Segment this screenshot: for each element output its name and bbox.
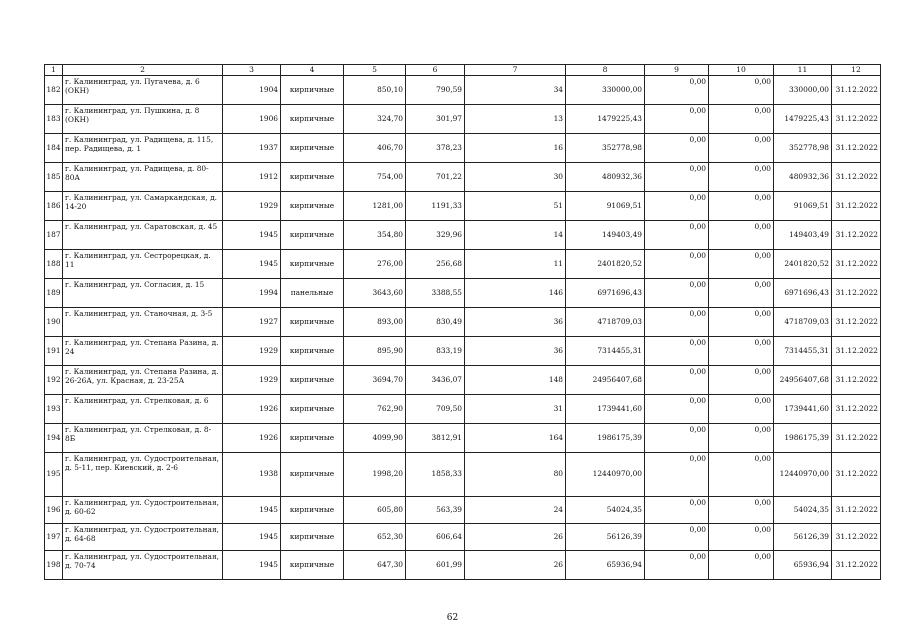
living-area-cell: 833,19 bbox=[406, 337, 465, 366]
amount-cell: 0,00 bbox=[645, 395, 709, 424]
address-cell: г. Калининград, ул. Судостроительная, д. 64-68 bbox=[63, 524, 223, 551]
total-area-cell: 3694,70 bbox=[344, 366, 406, 395]
amount-cell: 0,00 bbox=[645, 192, 709, 221]
deadline-date-cell: 31.12.2022 bbox=[832, 76, 881, 105]
row-number-cell: 186 bbox=[45, 192, 63, 221]
year-cell: 1937 bbox=[223, 134, 281, 163]
living-area-cell: 790,59 bbox=[406, 76, 465, 105]
cost-cell: 352778,98 bbox=[566, 134, 645, 163]
table-row bbox=[45, 308, 881, 337]
year-cell: 1926 bbox=[223, 395, 281, 424]
row-number-cell: 184 bbox=[45, 134, 63, 163]
amount-cell: 0,00 bbox=[709, 192, 774, 221]
wall-material-cell: кирпичные bbox=[281, 250, 344, 279]
row-number-cell: 183 bbox=[45, 105, 63, 134]
total-area-cell: 276,00 bbox=[344, 250, 406, 279]
total-amount-cell: 54024,35 bbox=[774, 497, 832, 524]
table-row bbox=[45, 105, 881, 134]
living-area-cell: 563,39 bbox=[406, 497, 465, 524]
row-number-cell: 182 bbox=[45, 76, 63, 105]
wall-material-cell: кирпичные bbox=[281, 497, 344, 524]
table-row bbox=[45, 337, 881, 366]
year-cell: 1945 bbox=[223, 250, 281, 279]
address-cell: г. Калининград, ул. Степана Разина, д. 24 bbox=[63, 337, 223, 366]
housing-table bbox=[44, 64, 881, 580]
wall-material-cell: кирпичные bbox=[281, 424, 344, 453]
total-area-cell: 605,80 bbox=[344, 497, 406, 524]
amount-cell: 0,00 bbox=[709, 221, 774, 250]
amount-cell: 0,00 bbox=[709, 366, 774, 395]
cost-cell: 7314455,31 bbox=[566, 337, 645, 366]
cost-cell: 1739441,60 bbox=[566, 395, 645, 424]
year-cell: 1929 bbox=[223, 192, 281, 221]
residents-cell: 80 bbox=[465, 453, 566, 497]
column-header: 6 bbox=[406, 65, 465, 76]
cost-cell: 54024,35 bbox=[566, 497, 645, 524]
wall-material-cell: кирпичные bbox=[281, 76, 344, 105]
year-cell: 1945 bbox=[223, 551, 281, 580]
residents-cell: 16 bbox=[465, 134, 566, 163]
living-area-cell: 1858,33 bbox=[406, 453, 465, 497]
total-area-cell: 406,70 bbox=[344, 134, 406, 163]
row-number-cell: 191 bbox=[45, 337, 63, 366]
total-area-cell: 893,00 bbox=[344, 308, 406, 337]
amount-cell: 0,00 bbox=[709, 424, 774, 453]
table-row bbox=[45, 453, 881, 497]
total-amount-cell: 1739441,60 bbox=[774, 395, 832, 424]
column-header: 10 bbox=[709, 65, 774, 76]
living-area-cell: 606,64 bbox=[406, 524, 465, 551]
address-cell: г. Калининград, ул. Согласия, д. 15 bbox=[63, 279, 223, 308]
year-cell: 1929 bbox=[223, 366, 281, 395]
year-cell: 1906 bbox=[223, 105, 281, 134]
address-cell: г. Калининград, ул. Пушкина, д. 8 (ОКН) bbox=[63, 105, 223, 134]
column-header: 12 bbox=[832, 65, 881, 76]
table-row bbox=[45, 192, 881, 221]
document-sheet bbox=[44, 64, 881, 580]
amount-cell: 0,00 bbox=[709, 337, 774, 366]
amount-cell: 0,00 bbox=[645, 524, 709, 551]
amount-cell: 0,00 bbox=[645, 366, 709, 395]
column-header: 3 bbox=[223, 65, 281, 76]
residents-cell: 13 bbox=[465, 105, 566, 134]
amount-cell: 0,00 bbox=[709, 279, 774, 308]
residents-cell: 14 bbox=[465, 221, 566, 250]
row-number-cell: 196 bbox=[45, 497, 63, 524]
column-header: 11 bbox=[774, 65, 832, 76]
cost-cell: 65936,94 bbox=[566, 551, 645, 580]
amount-cell: 0,00 bbox=[709, 395, 774, 424]
cost-cell: 1986175,39 bbox=[566, 424, 645, 453]
amount-cell: 0,00 bbox=[645, 163, 709, 192]
amount-cell: 0,00 bbox=[645, 337, 709, 366]
column-header: 9 bbox=[645, 65, 709, 76]
total-area-cell: 754,00 bbox=[344, 163, 406, 192]
total-area-cell: 324,70 bbox=[344, 105, 406, 134]
total-amount-cell: 480932,36 bbox=[774, 163, 832, 192]
wall-material-cell: кирпичные bbox=[281, 453, 344, 497]
total-amount-cell: 1479225,43 bbox=[774, 105, 832, 134]
total-amount-cell: 7314455,31 bbox=[774, 337, 832, 366]
address-cell: г. Калининград, ул. Саратовская, д. 45 bbox=[63, 221, 223, 250]
residents-cell: 146 bbox=[465, 279, 566, 308]
year-cell: 1938 bbox=[223, 453, 281, 497]
column-header: 7 bbox=[465, 65, 566, 76]
wall-material-cell: кирпичные bbox=[281, 134, 344, 163]
cost-cell: 2401820,52 bbox=[566, 250, 645, 279]
cost-cell: 56126,39 bbox=[566, 524, 645, 551]
amount-cell: 0,00 bbox=[709, 308, 774, 337]
deadline-date-cell: 31.12.2022 bbox=[832, 221, 881, 250]
year-cell: 1929 bbox=[223, 337, 281, 366]
residents-cell: 164 bbox=[465, 424, 566, 453]
total-amount-cell: 4718709,03 bbox=[774, 308, 832, 337]
year-cell: 1945 bbox=[223, 497, 281, 524]
amount-cell: 0,00 bbox=[709, 524, 774, 551]
deadline-date-cell: 31.12.2022 bbox=[832, 424, 881, 453]
residents-cell: 148 bbox=[465, 366, 566, 395]
year-cell: 1994 bbox=[223, 279, 281, 308]
year-cell: 1904 bbox=[223, 76, 281, 105]
living-area-cell: 256,68 bbox=[406, 250, 465, 279]
amount-cell: 0,00 bbox=[709, 453, 774, 497]
row-number-cell: 188 bbox=[45, 250, 63, 279]
amount-cell: 0,00 bbox=[645, 551, 709, 580]
table-row bbox=[45, 497, 881, 524]
year-cell: 1912 bbox=[223, 163, 281, 192]
total-area-cell: 850,10 bbox=[344, 76, 406, 105]
column-header: 1 bbox=[45, 65, 63, 76]
living-area-cell: 301,97 bbox=[406, 105, 465, 134]
row-number-cell: 189 bbox=[45, 279, 63, 308]
amount-cell: 0,00 bbox=[645, 76, 709, 105]
wall-material-cell: кирпичные bbox=[281, 395, 344, 424]
amount-cell: 0,00 bbox=[645, 134, 709, 163]
living-area-cell: 830,49 bbox=[406, 308, 465, 337]
amount-cell: 0,00 bbox=[709, 105, 774, 134]
cost-cell: 6971696,43 bbox=[566, 279, 645, 308]
column-header: 5 bbox=[344, 65, 406, 76]
row-number-cell: 193 bbox=[45, 395, 63, 424]
residents-cell: 26 bbox=[465, 551, 566, 580]
table-row bbox=[45, 279, 881, 308]
total-amount-cell: 6971696,43 bbox=[774, 279, 832, 308]
residents-cell: 51 bbox=[465, 192, 566, 221]
address-cell: г. Калининград, ул. Степана Разина, д. 26-26А, ул. Красная, д. 23-25А bbox=[63, 366, 223, 395]
amount-cell: 0,00 bbox=[645, 424, 709, 453]
amount-cell: 0,00 bbox=[645, 279, 709, 308]
total-area-cell: 652,30 bbox=[344, 524, 406, 551]
row-number-cell: 195 bbox=[45, 453, 63, 497]
row-number-cell: 194 bbox=[45, 424, 63, 453]
wall-material-cell: кирпичные bbox=[281, 337, 344, 366]
table-row bbox=[45, 134, 881, 163]
residents-cell: 11 bbox=[465, 250, 566, 279]
total-area-cell: 1998,20 bbox=[344, 453, 406, 497]
row-number-cell: 187 bbox=[45, 221, 63, 250]
address-cell: г. Калининград, ул. Самаркандская, д. 14-20 bbox=[63, 192, 223, 221]
living-area-cell: 329,96 bbox=[406, 221, 465, 250]
deadline-date-cell: 31.12.2022 bbox=[832, 105, 881, 134]
total-area-cell: 647,30 bbox=[344, 551, 406, 580]
cost-cell: 330000,00 bbox=[566, 76, 645, 105]
row-number-cell: 190 bbox=[45, 308, 63, 337]
table-row bbox=[45, 221, 881, 250]
total-amount-cell: 12440970,00 bbox=[774, 453, 832, 497]
living-area-cell: 3436,07 bbox=[406, 366, 465, 395]
total-amount-cell: 24956407,68 bbox=[774, 366, 832, 395]
column-number-row bbox=[45, 65, 881, 76]
table-row bbox=[45, 76, 881, 105]
address-cell: г. Калининград, ул. Судостроительная, д. 70-74 bbox=[63, 551, 223, 580]
deadline-date-cell: 31.12.2022 bbox=[832, 134, 881, 163]
residents-cell: 31 bbox=[465, 395, 566, 424]
cost-cell: 1479225,43 bbox=[566, 105, 645, 134]
wall-material-cell: кирпичные bbox=[281, 221, 344, 250]
total-area-cell: 354,80 bbox=[344, 221, 406, 250]
amount-cell: 0,00 bbox=[645, 221, 709, 250]
total-amount-cell: 330000,00 bbox=[774, 76, 832, 105]
address-cell: г. Калининград, ул. Радищева, д. 80-80А bbox=[63, 163, 223, 192]
deadline-date-cell: 31.12.2022 bbox=[832, 308, 881, 337]
cost-cell: 149403,49 bbox=[566, 221, 645, 250]
address-cell: г. Калининград, ул. Сестрорецкая, д. 11 bbox=[63, 250, 223, 279]
table-row bbox=[45, 424, 881, 453]
amount-cell: 0,00 bbox=[645, 453, 709, 497]
year-cell: 1945 bbox=[223, 524, 281, 551]
residents-cell: 24 bbox=[465, 497, 566, 524]
row-number-cell: 185 bbox=[45, 163, 63, 192]
table-row bbox=[45, 551, 881, 580]
deadline-date-cell: 31.12.2022 bbox=[832, 453, 881, 497]
total-amount-cell: 352778,98 bbox=[774, 134, 832, 163]
wall-material-cell: кирпичные bbox=[281, 105, 344, 134]
table-row bbox=[45, 163, 881, 192]
table-row bbox=[45, 366, 881, 395]
deadline-date-cell: 31.12.2022 bbox=[832, 395, 881, 424]
amount-cell: 0,00 bbox=[709, 497, 774, 524]
column-header: 4 bbox=[281, 65, 344, 76]
row-number-cell: 198 bbox=[45, 551, 63, 580]
year-cell: 1945 bbox=[223, 221, 281, 250]
total-amount-cell: 91069,51 bbox=[774, 192, 832, 221]
page-number: 62 bbox=[446, 613, 459, 623]
wall-material-cell: кирпичные bbox=[281, 524, 344, 551]
column-header: 8 bbox=[566, 65, 645, 76]
residents-cell: 36 bbox=[465, 308, 566, 337]
address-cell: г. Калининград, ул. Стрелковая, д. 6 bbox=[63, 395, 223, 424]
amount-cell: 0,00 bbox=[709, 250, 774, 279]
wall-material-cell: кирпичные bbox=[281, 366, 344, 395]
living-area-cell: 709,50 bbox=[406, 395, 465, 424]
wall-material-cell: панельные bbox=[281, 279, 344, 308]
total-amount-cell: 1986175,39 bbox=[774, 424, 832, 453]
amount-cell: 0,00 bbox=[645, 105, 709, 134]
deadline-date-cell: 31.12.2022 bbox=[832, 497, 881, 524]
deadline-date-cell: 31.12.2022 bbox=[832, 250, 881, 279]
cost-cell: 24956407,68 bbox=[566, 366, 645, 395]
table-row bbox=[45, 395, 881, 424]
residents-cell: 34 bbox=[465, 76, 566, 105]
total-amount-cell: 2401820,52 bbox=[774, 250, 832, 279]
amount-cell: 0,00 bbox=[645, 308, 709, 337]
amount-cell: 0,00 bbox=[709, 551, 774, 580]
living-area-cell: 3388,55 bbox=[406, 279, 465, 308]
row-number-cell: 197 bbox=[45, 524, 63, 551]
total-amount-cell: 56126,39 bbox=[774, 524, 832, 551]
total-area-cell: 895,90 bbox=[344, 337, 406, 366]
amount-cell: 0,00 bbox=[709, 134, 774, 163]
deadline-date-cell: 31.12.2022 bbox=[832, 337, 881, 366]
living-area-cell: 601,99 bbox=[406, 551, 465, 580]
address-cell: г. Калининград, ул. Судостроительная, д. 5-11, пер. Киевский, д. 2-6 bbox=[63, 453, 223, 497]
cost-cell: 480932,36 bbox=[566, 163, 645, 192]
residents-cell: 30 bbox=[465, 163, 566, 192]
living-area-cell: 378,23 bbox=[406, 134, 465, 163]
year-cell: 1926 bbox=[223, 424, 281, 453]
residents-cell: 26 bbox=[465, 524, 566, 551]
year-cell: 1927 bbox=[223, 308, 281, 337]
address-cell: г. Калининград, ул. Пугачева, д. 6 (ОКН) bbox=[63, 76, 223, 105]
living-area-cell: 1191,33 bbox=[406, 192, 465, 221]
deadline-date-cell: 31.12.2022 bbox=[832, 366, 881, 395]
total-area-cell: 1281,00 bbox=[344, 192, 406, 221]
cost-cell: 91069,51 bbox=[566, 192, 645, 221]
wall-material-cell: кирпичные bbox=[281, 163, 344, 192]
total-amount-cell: 65936,94 bbox=[774, 551, 832, 580]
deadline-date-cell: 31.12.2022 bbox=[832, 279, 881, 308]
address-cell: г. Калининград, ул. Стрелковая, д. 8-8Б bbox=[63, 424, 223, 453]
total-area-cell: 3643,60 bbox=[344, 279, 406, 308]
deadline-date-cell: 31.12.2022 bbox=[832, 551, 881, 580]
deadline-date-cell: 31.12.2022 bbox=[832, 163, 881, 192]
amount-cell: 0,00 bbox=[709, 76, 774, 105]
cost-cell: 12440970,00 bbox=[566, 453, 645, 497]
total-area-cell: 762,90 bbox=[344, 395, 406, 424]
table-body bbox=[45, 65, 881, 580]
table-row bbox=[45, 250, 881, 279]
deadline-date-cell: 31.12.2022 bbox=[832, 192, 881, 221]
total-area-cell: 4099,90 bbox=[344, 424, 406, 453]
address-cell: г. Калининград, ул. Радищева, д. 115, пер. Радищева, д. 1 bbox=[63, 134, 223, 163]
living-area-cell: 701,22 bbox=[406, 163, 465, 192]
wall-material-cell: кирпичные bbox=[281, 192, 344, 221]
table-row bbox=[45, 524, 881, 551]
living-area-cell: 3812,91 bbox=[406, 424, 465, 453]
amount-cell: 0,00 bbox=[645, 497, 709, 524]
total-amount-cell: 149403,49 bbox=[774, 221, 832, 250]
amount-cell: 0,00 bbox=[709, 163, 774, 192]
amount-cell: 0,00 bbox=[645, 250, 709, 279]
deadline-date-cell: 31.12.2022 bbox=[832, 524, 881, 551]
column-header: 2 bbox=[63, 65, 223, 76]
wall-material-cell: кирпичные bbox=[281, 551, 344, 580]
row-number-cell: 192 bbox=[45, 366, 63, 395]
address-cell: г. Калининград, ул. Станочная, д. 3-5 bbox=[63, 308, 223, 337]
address-cell: г. Калининград, ул. Судостроительная, д. 60-62 bbox=[63, 497, 223, 524]
residents-cell: 36 bbox=[465, 337, 566, 366]
cost-cell: 4718709,03 bbox=[566, 308, 645, 337]
wall-material-cell: кирпичные bbox=[281, 308, 344, 337]
